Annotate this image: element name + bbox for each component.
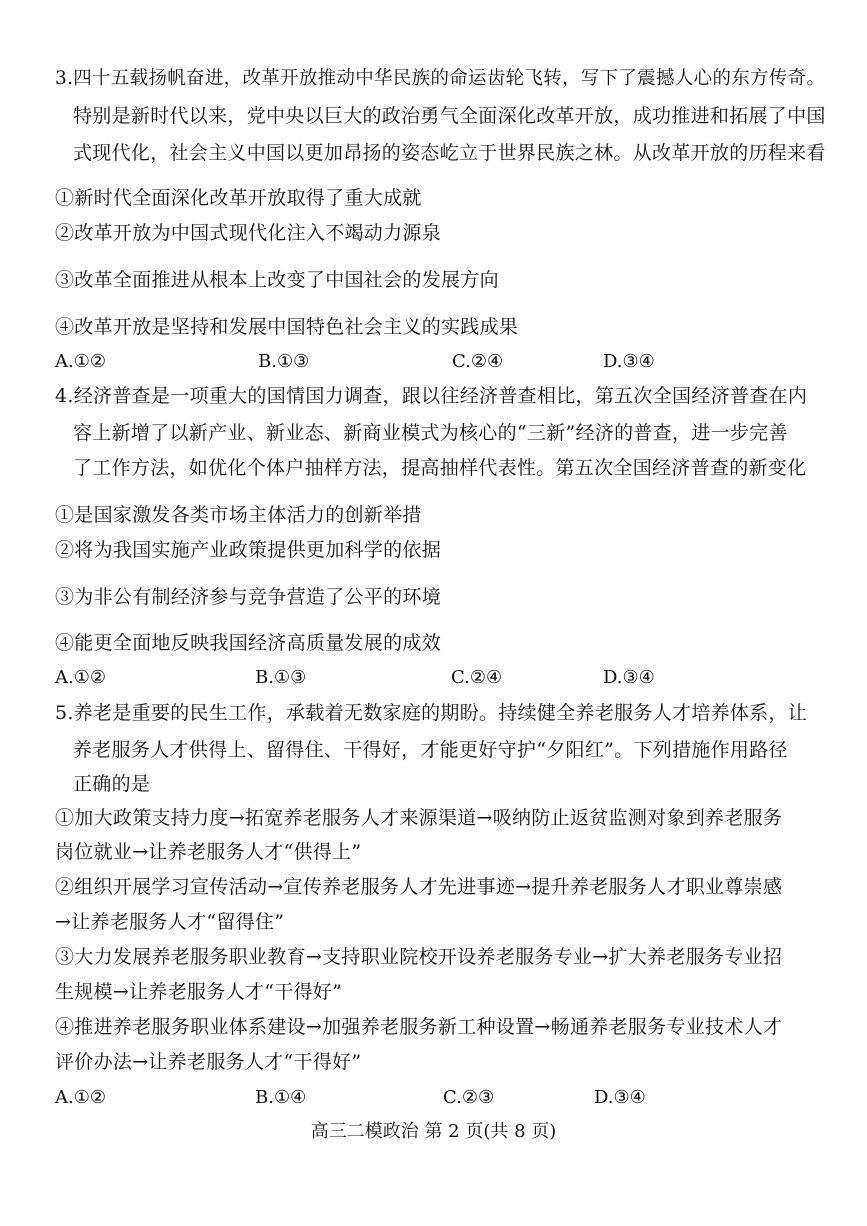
q4-option-d: D.③④: [603, 667, 655, 688]
q3-item-2: ②改革开放为中国式现代化注入不竭动力源泉: [55, 222, 442, 244]
q4-stem-line-3: 了工作方法，如优化个体户抽样方法，提高抽样代表性。第五次全国经济普查的新变化: [73, 457, 807, 479]
q4-item-2: ②将为我国实施产业政策提供更加科学的依据: [55, 539, 442, 561]
q3-stem-line-1: 3.四十五载扬帆奋进，改革开放推动中华民族的命运齿轮飞转，写下了震撼人心的东方传奇。: [55, 68, 826, 89]
q5-option-a: A.①②: [55, 1087, 106, 1108]
page-footer: 高三二模政治 第 2 页(共 8 页): [310, 1121, 557, 1142]
q5-stem-line-3: 正确的是: [73, 773, 151, 795]
q3-option-b: B.①③: [258, 351, 310, 372]
q5-item-3-line-1: ③大力发展养老服务职业教育→支持职业院校开设养老服务专业→扩大养老服务专业招: [55, 946, 783, 968]
q5-option-d: D.③④: [594, 1087, 646, 1108]
q3-item-4: ④改革开放是坚持和发展中国特色社会主义的实践成果: [55, 316, 519, 338]
q5-item-4-line-1: ④推进养老服务职业体系建设→加强养老服务新工种设置→畅通养老服务专业技术人才: [55, 1016, 783, 1038]
q4-item-1: ①是国家激发各类市场主体活力的创新举措: [55, 504, 422, 526]
q4-stem-line-2: 容上新增了以新产业、新业态、新商业模式为核心的“三新”经济的普查，进一步完善: [73, 422, 788, 444]
q5-item-2-line-2: →让养老服务人才“留得住”: [55, 911, 285, 933]
q4-stem-line-1: 4.经济普查是一项重大的国情国力调查，跟以往经济普查相比，第五次全国经济普查在内: [55, 385, 808, 407]
q5-item-1-line-2: 岗位就业→让养老服务人才“供得上”: [55, 841, 362, 863]
q5-item-1-line-1: ①加大政策支持力度→拓宽养老服务人才来源渠道→吸纳防止返贫监测对象到养老服务: [55, 807, 783, 829]
q5-item-3-line-2: 生规模→让养老服务人才“干得好”: [55, 981, 343, 1003]
q4-option-b: B.①③: [255, 667, 307, 688]
q5-option-b: B.①④: [255, 1087, 307, 1108]
q4-option-c: C.②④: [451, 667, 503, 688]
q3-item-3: ③改革全面推进从根本上改变了中国社会的发展方向: [55, 269, 499, 291]
q5-item-4-line-2: 评价办法→让养老服务人才“干得好”: [55, 1051, 362, 1073]
q3-item-1: ①新时代全面深化改革开放取得了重大成就: [55, 187, 422, 209]
q5-stem-line-1: 5.养老是重要的民生工作，承载着无数家庭的期盼。持续健全养老服务人才培养体系，让: [55, 702, 808, 724]
q3-option-a: A.①②: [55, 351, 106, 372]
q3-option-c: C.②④: [452, 351, 504, 372]
q3-stem-line-3: 式现代化，社会主义中国以更加昂扬的姿态屹立于世界民族之林。从改革开放的历程来看: [73, 142, 826, 164]
q4-option-a: A.①②: [55, 667, 106, 688]
q3-option-d: D.③④: [603, 351, 655, 372]
q3-stem-line-2: 特别是新时代以来，党中央以巨大的政治勇气全面深化改革开放，成功推进和拓展了中国: [73, 105, 826, 127]
q4-item-4: ④能更全面地反映我国经济高质量发展的成效: [55, 632, 442, 654]
q5-option-c: C.②③: [443, 1087, 495, 1108]
q4-item-3: ③为非公有制经济参与竞争营造了公平的环境: [55, 586, 442, 608]
q5-stem-line-2: 养老服务人才供得上、留得住、干得好，才能更好守护“夕阳红”。下列措施作用路径: [73, 739, 788, 761]
q5-item-2-line-1: ②组织开展学习宣传活动→宣传养老服务人才先进事迹→提升养老服务人才职业尊崇感: [55, 876, 783, 898]
